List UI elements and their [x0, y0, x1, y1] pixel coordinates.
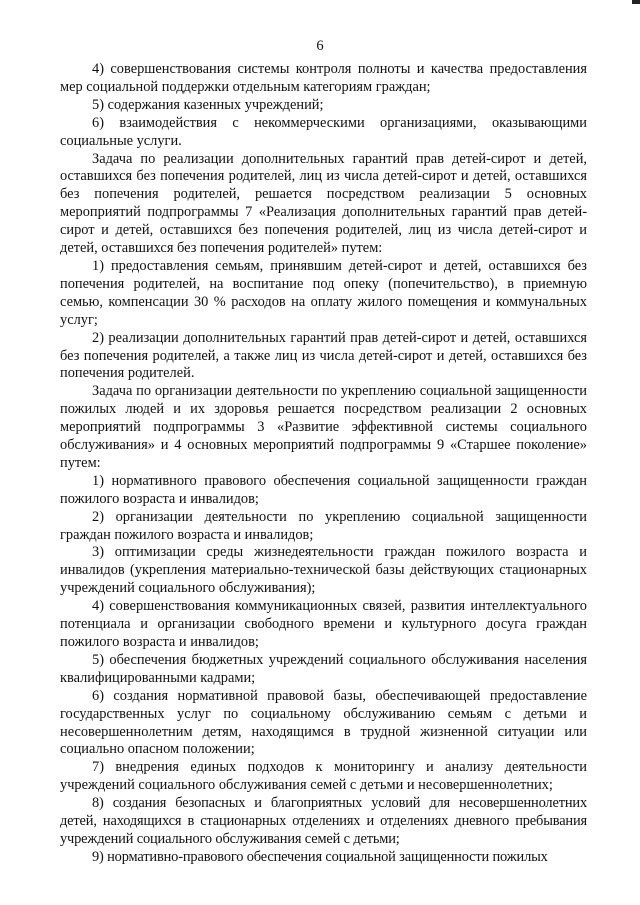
- paragraph-elderly-item-4: 4) совершенствования коммуникационных связей, развития интеллектуального потенциала и организации свободного времени и культурного досуга граждан пожилого возраста и инвалидов;: [60, 598, 587, 650]
- paragraph-orphans-item-2: 2) реализации дополнительных гарантий прав детей-сирот и детей, оставшихся без попечения родителей, а также лиц из числа детей-сирот и детей, оставшихся без попечения родителей.: [60, 329, 587, 382]
- paragraph-elderly-item-2: 2) организации деятельности по укреплению социальной защищенности граждан пожилого возраста и инвалидов;: [60, 508, 587, 543]
- paragraph-elderly-item-6: 6) создания нормативной правовой базы, обеспечивающей предоставление государственных услуг по социальному обслуживанию семьям с детьми и несовершеннолетним детям, находящимся в трудной жизненной ситуации или социально опасном положении;: [60, 687, 587, 758]
- paragraph-elderly-item-8: 8) создания безопасных и благоприятных условий для несовершеннолетних детей, находящихся в стационарных отделениях и отделениях дневного пребывания учреждений социального обслуживания семей с детьми;: [60, 795, 587, 847]
- paragraph-elderly-item-5: 5) обеспечения бюджетных учреждений социального обслуживания населения квалифицированными кадрами;: [60, 651, 587, 686]
- paragraph-orphans-item-1: 1) предоставления семьям, принявшим детей-сирот и детей, оставшихся без попечения родителей, на воспитание под опеку (попечительство), в приемную семью, компенсации 30 % расходов на оплату жилого помещения и коммунальных услуг;: [60, 257, 587, 328]
- paragraph-elderly-item-3: 3) оптимизации среды жизнедеятельности граждан пожилого возраста и инвалидов (укрепления материально-технической базы действующих стационарных учреждений социального обслуживания);: [60, 544, 587, 597]
- paragraph-item-4-control: 4) совершенствования системы контроля полноты и качества предоставления мер социальной поддержки отдельным категориям граждан;: [60, 61, 587, 95]
- paragraph-elderly-item-7: 7) внедрения единых подходов к мониторингу и анализу деятельности учреждений социального обслуживания семей с детьми и несовершеннолетних;: [60, 759, 587, 794]
- paragraph-task-orphans: Задача по реализации дополнительных гарантий прав детей-сирот и детей, оставшихся без попечения родителей, лиц из числа детей-сирот и детей, оставшихся без попечения родителей, решается посредством реализации 5 основных мероприятий подпрограммы 7 «Реализация дополнительных гарантий прав детей-сирот и детей, оставшихся без попечения родителей, лиц из числа детей-сирот и детей, оставшихся без попечения родителей» путем:: [60, 150, 587, 257]
- paragraph-item-5-institutions: 5) содержания казенных учреждений;: [92, 96, 324, 113]
- scan-corner-mark: [632, 0, 640, 4]
- paragraph-elderly-item-9: 9) нормативно-правового обеспечения социальной защищенности пожилых: [92, 848, 548, 865]
- body-text: [60, 61, 587, 867]
- paragraph-task-elderly: Задача по организации деятельности по укреплению социальной защищенности пожилых людей и их здоровья решается посредством реализации 2 основных мероприятий подпрограммы 3 «Развитие эффективной системы социального обслуживания» и 4 основных мероприятий подпрограммы 9 «Старшее поколение» путем:: [60, 383, 587, 471]
- page-number: 6: [316, 38, 324, 54]
- paragraph-item-6-ngo: 6) взаимодействия с некоммерческими организациями, оказывающими социальные услуги.: [60, 114, 587, 149]
- paragraph-elderly-item-1: 1) нормативного правового обеспечения социальной защищенности граждан пожилого возраста и инвалидов;: [60, 472, 587, 507]
